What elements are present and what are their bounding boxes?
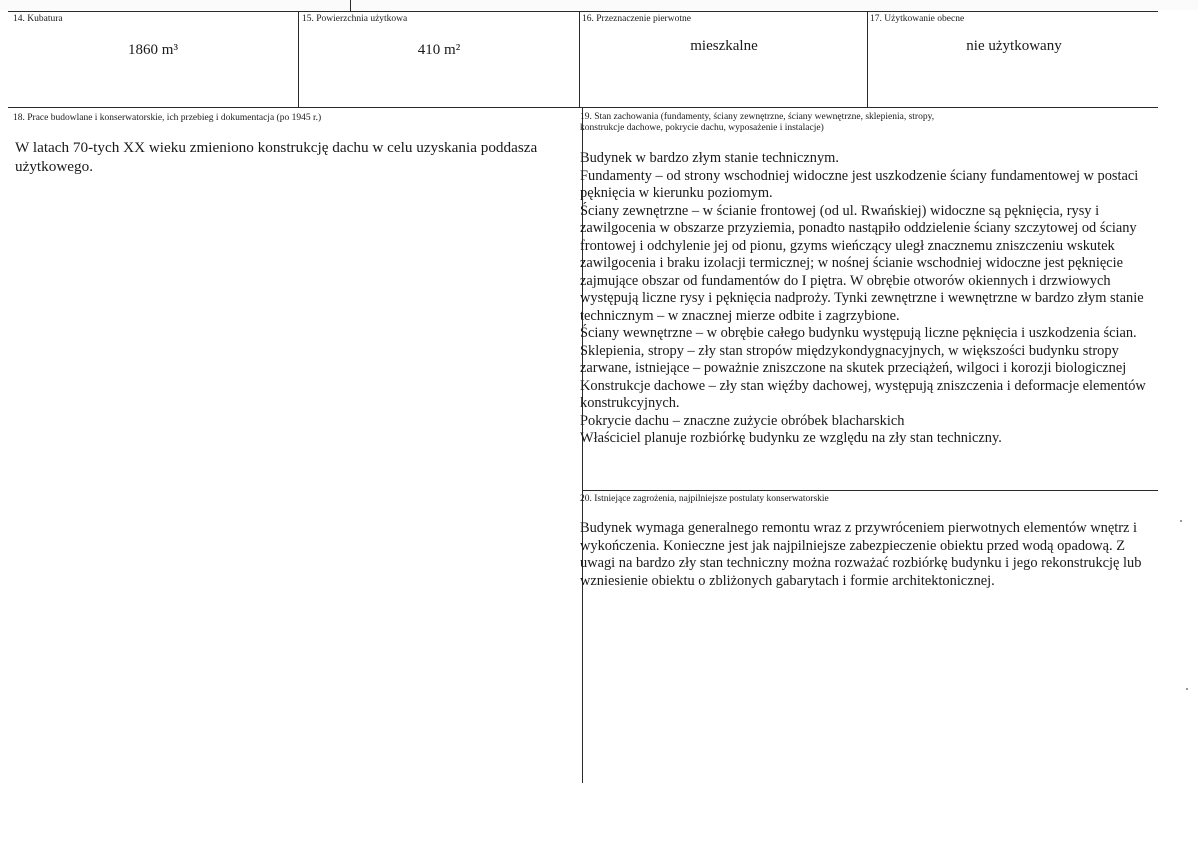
- przeznaczenie-label: 16. Przeznaczenie pierwotne: [582, 14, 691, 24]
- section19-label-line2: konstrukcje dachowe, pokrycie dachu, wyposażenie i instalacje): [580, 123, 824, 133]
- condition-roofing: Pokrycie dachu – znaczne zużycie obróbek blacharskich: [580, 412, 905, 429]
- section18-text: W latach 70-tych XX wieku zmieniono konstrukcję dachu w celu uzyskania poddasza użytkowego.: [15, 139, 538, 175]
- condition-interior-walls: Ściany wewnętrzne – w obrębie całego budynku występują liczne pęknięcia i uszkodzenia ścian.: [580, 325, 1137, 341]
- uzytkowanie-value: nie użytkowany: [966, 38, 1062, 54]
- condition-foundations: Fundamenty – od strony wschodniej widoczne jest uszkodzenie ściany fundamentowej w postaci pęknięcia w kierunku poziomym.: [580, 167, 1139, 201]
- kubatura-value: 1860 m³: [128, 42, 178, 58]
- scan-speck: [1180, 520, 1182, 522]
- scan-top-edge: [0, 0, 1198, 10]
- section18-label: 18. Prace budowlane i konserwatorskie, ich przebieg i dokumentacja (po 1945 r.): [13, 113, 322, 123]
- section20-label: 20. Istniejące zagrożenia, najpilniejsze postulaty konserwatorskie: [580, 494, 829, 504]
- row1-divider-3: [867, 11, 868, 107]
- condition-roof-structure: Konstrukcje dachowe – zły stan więźby dachowej, występują zniszczenia i deformacje elementów konstrukcyjnych.: [580, 377, 1146, 411]
- uzytkowanie-label: 17. Użytkowanie obecne: [870, 14, 965, 24]
- row1-divider-1: [298, 11, 299, 107]
- powierzchnia-label: 15. Powierzchnia użytkowa: [302, 14, 408, 24]
- scan-speck: [1186, 688, 1188, 690]
- row1-top-line: [8, 11, 1158, 12]
- przeznaczenie-value: mieszkalne: [690, 38, 758, 54]
- condition-general: Budynek w bardzo złym stanie technicznym.: [580, 150, 839, 166]
- powierzchnia-value: 410 m²: [417, 42, 461, 58]
- row2-top-line: [8, 107, 1158, 108]
- kubatura-label: 14. Kubatura: [13, 14, 63, 24]
- condition-exterior-walls: Ściany zewnętrzne – w ścianie frontowej (od ul. Rwańskiej) widoczne są pęknięcia, rysy i zawilgocenia w obszarze przyziemia, ponadto nastąpiło oddzielenie ściany szczytowej od ściany frontowej i odchylenie jej od pionu, gzyms wieńczący uległ znacznemu zniszczeniu wskutek zawilgocenia i braku izolacji termicznej; w nośnej ścianie wschodniej widoczne jest pęknięcie zajmujące obszar od fundamentów do I piętra. W obrębie otworów okiennych i drzwiowych występują liczne rysy i pęknięcia nadproży. Tynki zewnętrzne i wewnętrzne w bardzo złym stanie technicznym – w znacznej mierze odbite i zagrzybione.: [580, 202, 1144, 324]
- condition-vaults-ceilings: Sklepienia, stropy – zły stan stropów międzykondygnacyjnych, w większości budynku stropy zarwane, istniejące – poważnie zniszczone na skutek przeciążeń, wilgoci i korozji biologicznej: [580, 342, 1127, 376]
- row1-divider-2: [579, 11, 580, 107]
- section19-text: [580, 150, 1152, 448]
- condition-owner-plan: Właściciel planuje rozbiórkę budynku ze względu na zły stan techniczny.: [580, 430, 1002, 446]
- section19-label-line1: 19. Stan zachowania (fundamenty, ściany zewnętrzne, ściany wewnętrzne, sklepienia, stropy,: [580, 112, 935, 122]
- section20-top-line: [582, 490, 1158, 491]
- section20-text: Budynek wymaga generalnego remontu wraz z przywróceniem pierwotnych elementów wnętrz i wykończenia. Konieczne jest jak najpilniejsze zabezpieczenie obiektu przed wodą opadową. Z uwagi na bardzo zły stan techniczny można rozważać rozbiórkę budynku i jego rekonstrukcję lub wzniesienie obiektu o zbliżonych gabarytach i formie architektonicznej.: [580, 520, 1142, 589]
